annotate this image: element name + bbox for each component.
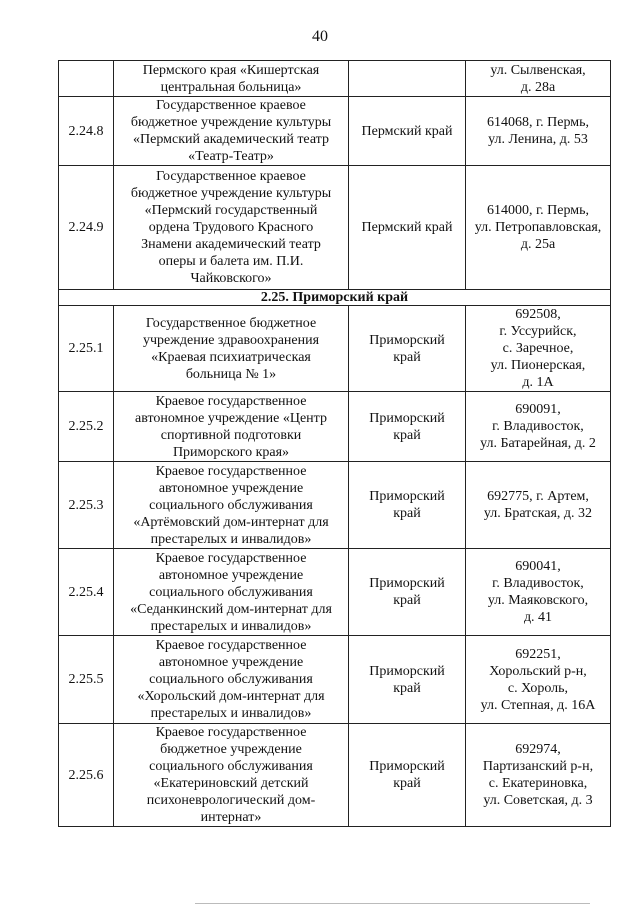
text-line: ул. Пионерская, [490, 358, 586, 373]
text-line: Знамени академический театр [141, 237, 321, 252]
text-line: автономное учреждение [158, 480, 304, 496]
text-line: 692974, [515, 742, 561, 757]
text-line: Хорольский р-н, [489, 663, 587, 679]
address-cell [466, 724, 611, 827]
text-line: Государственное краевое [156, 98, 306, 113]
text-line: д. 25а [520, 237, 556, 252]
address-cell [466, 166, 611, 290]
table-row [59, 462, 611, 549]
text-line: 692508, [515, 307, 561, 322]
text-line: автономное учреждение [158, 567, 304, 583]
region-cell [349, 549, 466, 636]
institution-name [114, 392, 349, 462]
region-cell [349, 724, 466, 827]
text-line: край [393, 680, 421, 696]
text-line: Приморский [369, 332, 445, 348]
table-row [59, 549, 611, 636]
institution-name [114, 166, 349, 290]
text-line: автономное учреждение [158, 655, 304, 670]
text-line: Краевое государственное [155, 725, 307, 740]
text-line: д. 1А [522, 375, 554, 390]
text-line: социального обслуживания [149, 672, 313, 687]
institution-name [114, 61, 349, 97]
text-line: Государственное краевое [156, 169, 306, 184]
text-line: «Хорольский дом-интернат для [137, 689, 325, 704]
row-number: 2.24.8 [59, 97, 114, 166]
text-line: ордена Трудового Красного [148, 220, 314, 235]
text-line: престарелых и инвалидов» [150, 531, 312, 547]
text-line: Чайковского» [190, 271, 272, 286]
text-line: автономное учреждение «Центр [135, 410, 327, 426]
table-row [59, 724, 611, 827]
text-line: престарелых и инвалидов» [150, 618, 312, 634]
address-cell [466, 549, 611, 636]
text-line: край [393, 593, 421, 608]
text-line: «Краевая психиатрическая [151, 349, 311, 365]
text-line: Приморский [369, 489, 445, 504]
institution-name [114, 636, 349, 724]
institution-name [114, 306, 349, 392]
text-line: Краевое государственное [155, 550, 307, 566]
text-line: 614068, г. Пермь, [486, 115, 590, 130]
text-line: психоневрологический дом- [146, 793, 316, 808]
page-number: 40 [312, 28, 328, 45]
text-line: бюджетное учреждение [160, 742, 302, 757]
text-line: ул. Маяковского, [487, 593, 589, 608]
table-row [59, 306, 611, 392]
text-line: Приморского края» [172, 444, 290, 460]
row-number: 2.24.9 [59, 166, 114, 290]
text-line: интернат» [200, 810, 262, 825]
address-cell [466, 61, 611, 97]
table-row [59, 636, 611, 724]
text-line: ул. Советская, д. 3 [483, 793, 593, 808]
text-line: Приморский [369, 576, 445, 591]
region-cell [349, 97, 466, 166]
address-cell [466, 462, 611, 549]
row-number [59, 61, 114, 97]
text-line: учреждение здравоохранения [142, 332, 320, 348]
table-row [59, 392, 611, 462]
text-line: Пермский край [361, 220, 453, 235]
text-line: ул. Сылвенская, [490, 62, 586, 78]
text-line: 692251, [515, 646, 561, 662]
address-cell [466, 636, 611, 724]
text-line: 614000, г. Пермь, [486, 203, 590, 218]
text-line: с. Заречное, [502, 341, 574, 356]
institution-name [114, 549, 349, 636]
text-line: д. 28а [520, 79, 556, 95]
text-line: Государственное бюджетное [145, 315, 317, 331]
text-line: «Седанкинский дом-интернат для [130, 601, 332, 617]
text-line: «Артёмовский дом-интернат для [133, 514, 329, 530]
region-cell [349, 392, 466, 462]
text-line: 692775, г. Артем, [487, 489, 589, 504]
text-line: Краевое государственное [155, 393, 307, 409]
text-line: г. Владивосток, [492, 576, 584, 591]
text-line: спортивной подготовки [160, 427, 302, 443]
row-number: 2.25.2 [59, 392, 114, 462]
row-number: 2.25.4 [59, 549, 114, 636]
region-cell [349, 61, 466, 97]
region-cell [349, 462, 466, 549]
text-line: «Пермский академический театр [133, 132, 329, 147]
region-cell [349, 636, 466, 724]
address-cell [466, 392, 611, 462]
address-cell [466, 306, 611, 392]
text-line: Краевое государственное [155, 463, 307, 479]
text-line: край [393, 427, 421, 443]
section-header-row [59, 290, 611, 306]
text-line: оперы и балета им. П.И. [158, 254, 304, 269]
text-line: 690091, [515, 402, 561, 417]
institutions-table [58, 60, 611, 827]
institution-name [114, 462, 349, 549]
text-line: с. Хороль, [507, 680, 569, 696]
text-line: больница № 1» [185, 366, 277, 382]
text-line: край [393, 776, 421, 791]
text-line: с. Екатериновка, [488, 776, 588, 791]
text-line: «Театр-Театр» [188, 149, 274, 164]
text-line: ул. Батарейная, д. 2 [480, 436, 596, 451]
table-row [59, 61, 611, 97]
text-line: Краевое государственное [155, 638, 307, 653]
scan-edge-line [195, 903, 590, 904]
text-line: «Екатериновский детский [153, 776, 309, 791]
address-cell [466, 97, 611, 166]
text-line: бюджетное учреждение культуры [130, 115, 332, 130]
text-line: Приморский [369, 759, 445, 774]
text-line: социального обслуживания [149, 759, 313, 774]
text-line: Пермского края «Кишертская [142, 62, 320, 78]
region-cell [349, 166, 466, 290]
text-line: Пермский край [361, 123, 453, 139]
text-line: престарелых и инвалидов» [150, 706, 312, 721]
text-line: край [393, 506, 421, 521]
text-line: ул. Степная, д. 16А [480, 697, 596, 713]
institution-name [114, 724, 349, 827]
row-number: 2.25.1 [59, 306, 114, 392]
text-line: Партизанский р-н, [482, 759, 594, 774]
text-line: г. Владивосток, [492, 419, 584, 434]
text-line: ул. Петропавловская, [474, 220, 602, 235]
text-line: социального обслуживания [149, 584, 313, 600]
institution-name [114, 97, 349, 166]
row-number: 2.25.6 [59, 724, 114, 827]
text-line: д. 41 [523, 610, 553, 625]
row-number: 2.25.3 [59, 462, 114, 549]
text-line: Приморский [369, 410, 445, 426]
text-line: центральная больница» [160, 79, 302, 95]
text-line: бюджетное учреждение культуры [130, 186, 332, 201]
text-line: Приморский [369, 663, 445, 679]
text-line: г. Уссурийск, [499, 324, 577, 339]
section-title: 2.25. Приморский край [59, 290, 611, 306]
region-cell [349, 306, 466, 392]
text-line: социального обслуживания [149, 497, 313, 513]
text-line: 690041, [515, 559, 561, 574]
text-line: «Пермский государственный [144, 203, 318, 218]
text-line: ул. Братская, д. 32 [483, 506, 593, 521]
row-number: 2.25.5 [59, 636, 114, 724]
table-row [59, 166, 611, 290]
text-line: ул. Ленина, д. 53 [488, 132, 588, 147]
table-row [59, 97, 611, 166]
text-line: край [393, 349, 421, 365]
